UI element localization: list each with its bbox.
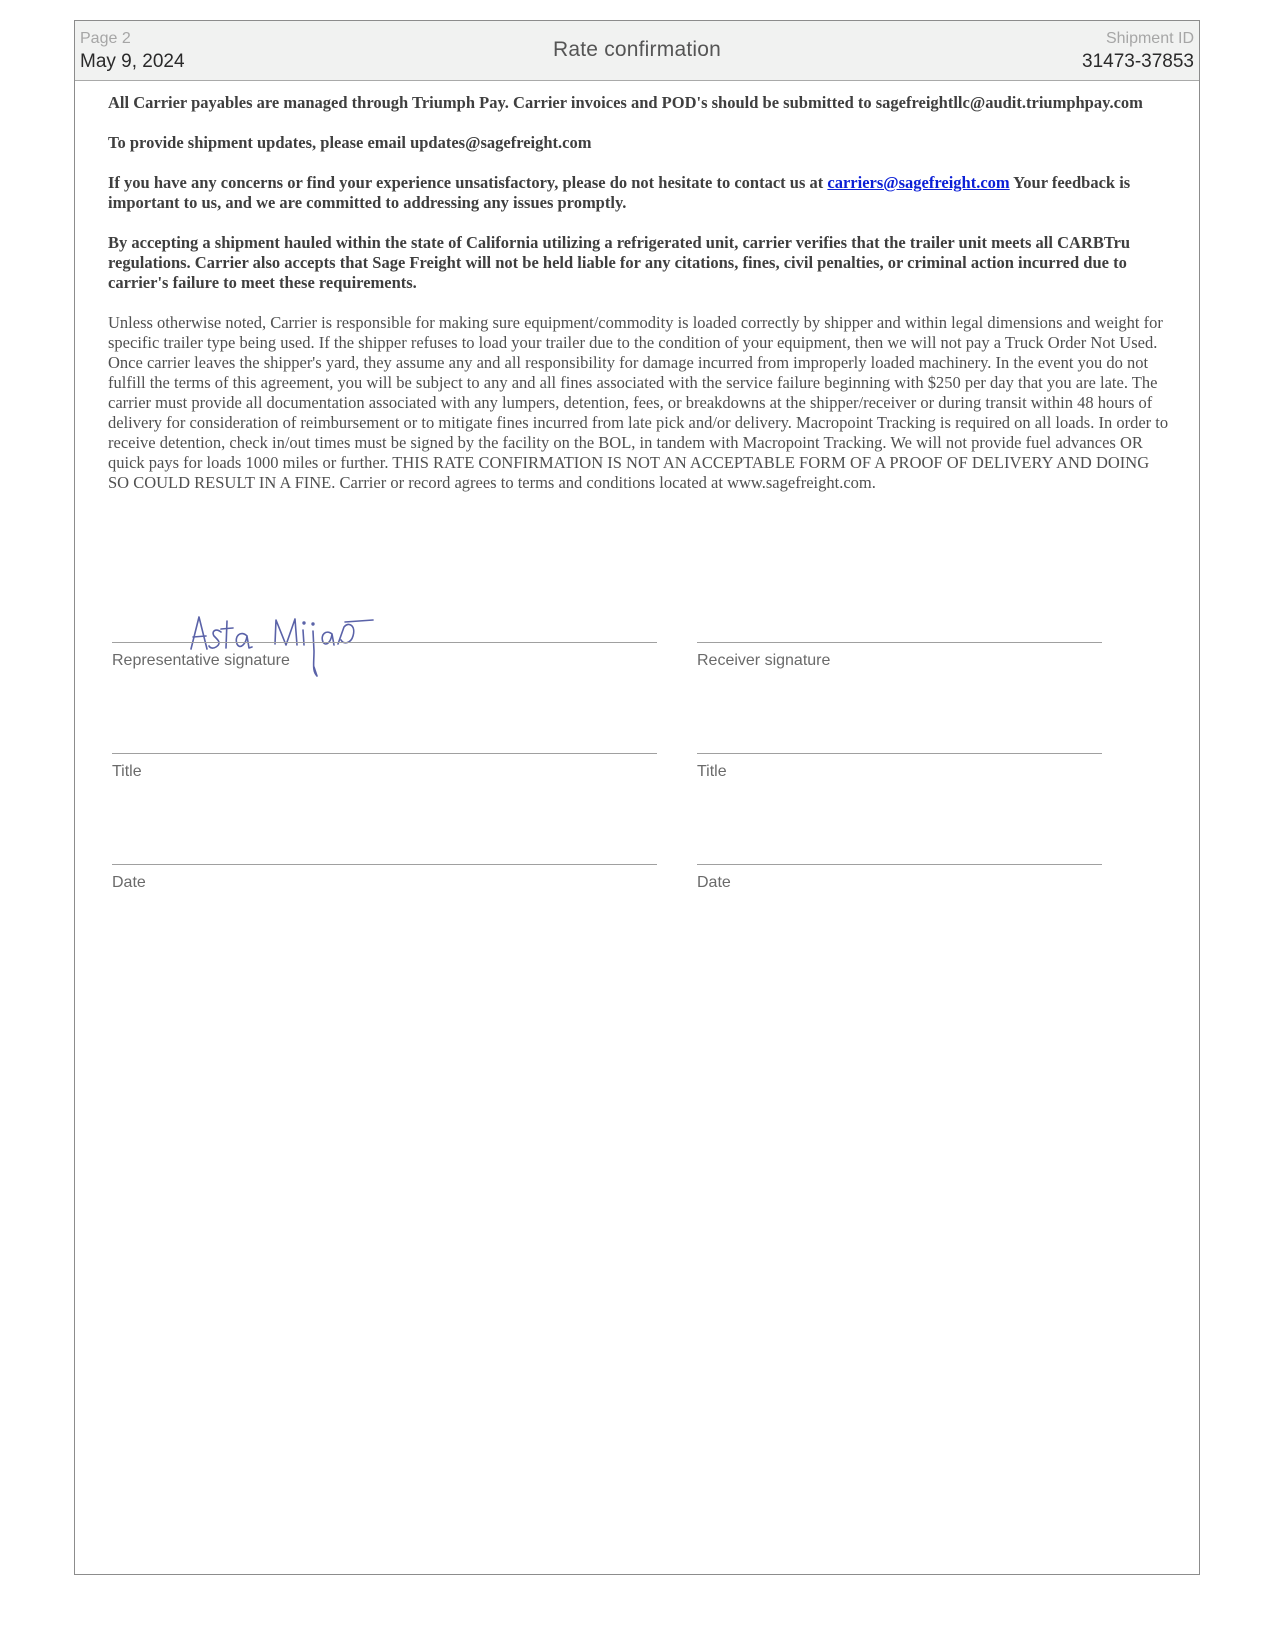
page-frame [74,20,1200,1575]
concerns-text-after: Your feedback is important to us, and we are committed to addressing any issues promptly. [108,173,1131,212]
receiver-signature-block [697,642,1102,670]
receiver-date-line[interactable] [697,864,1102,865]
rep-date-line[interactable] [112,864,657,865]
rep-signature-line[interactable] [112,642,657,643]
shipment-id-value: 31473-37853 [1082,51,1194,72]
rep-title-label: Title [112,763,142,780]
rep-date-block [112,864,657,892]
updates-paragraph: To provide shipment updates, please email updates@sagefreight.com [108,133,592,152]
receiver-signature-line[interactable] [697,642,1102,643]
california-paragraph: By accepting a shipment hauled within the state of California utilizing a refrigerated unit, carrier verifies that the trailer unit meets all CARBTru regulations. Carrier also accepts that Sage Freight will not be held liable for any citations, fines, civil penalties, or criminal action incurred due to carrier's failure to meet these requirements. [108,233,1131,292]
receiver-signature-label: Receiver signature [697,652,831,669]
carriers-email-link[interactable]: carriers@sagefreight.com [827,173,1010,192]
concerns-text-before: If you have any concerns or find your experience unsatisfactory, please do not hesitate to contact us at [108,173,828,192]
page-number: Page 2 [80,30,131,47]
receiver-date-block [697,864,1102,892]
receiver-title-label: Title [697,763,727,780]
rep-date-label: Date [112,874,146,891]
document-title: Rate confirmation [553,38,721,61]
receiver-title-line[interactable] [697,753,1102,754]
shipment-id-label: Shipment ID [1105,30,1194,47]
rep-title-block [112,753,657,781]
rep-signature-label: Representative signature [112,652,290,669]
receiver-date-label: Date [697,874,731,891]
terms-paragraph: Unless otherwise noted, Carrier is responsible for making sure equipment/commodity is loaded correctly by shipper and within legal dimensions and weight for specific trailer type being used. If the shipper refuses to load your trailer due to the condition of your equipment, then we will not pay a Truck Order Not Used. Once carrier leaves the shipper's yard, they assume any and all responsibility for damage incurred from improperly loaded machinery. In the event you do not fulfill the terms of this agreement, you will be subject to any and all fines associated with the service failure beginning with $250 per day that you are late. The carrier must provide all documentation associated with any lumpers, detention, fees, or breakdowns at the shipper/receiver or during transit within 48 hours of delivery for consideration of reimbursement or to mitigate fines incurred from late pick and/or delivery. Macropoint Tracking is required on all loads. In order to receive detention, check in/out times must be signed by the facility on the BOL, in tandem with Macropoint Tracking. We will not provide fuel advances OR quick pays for loads 1000 miles or further. THIS RATE CONFIRMATION IS NOT AN ACCEPTABLE FORM OF A PROOF OF DELIVERY AND DOING SO COULD RESULT IN A FINE. Carrier or record agrees to terms and conditions located at www.sagefreight.com. [108,313,1169,492]
rep-signature-block [112,642,657,670]
rep-title-line[interactable] [112,753,657,754]
signature-section [75,21,1199,1574]
payables-paragraph: All Carrier payables are managed through Triumph Pay. Carrier invoices and POD's should be submitted to sagefreightllc@audit.triumphpay.com [108,93,1143,112]
document-date: May 9, 2024 [80,51,185,72]
receiver-title-block [697,753,1102,781]
